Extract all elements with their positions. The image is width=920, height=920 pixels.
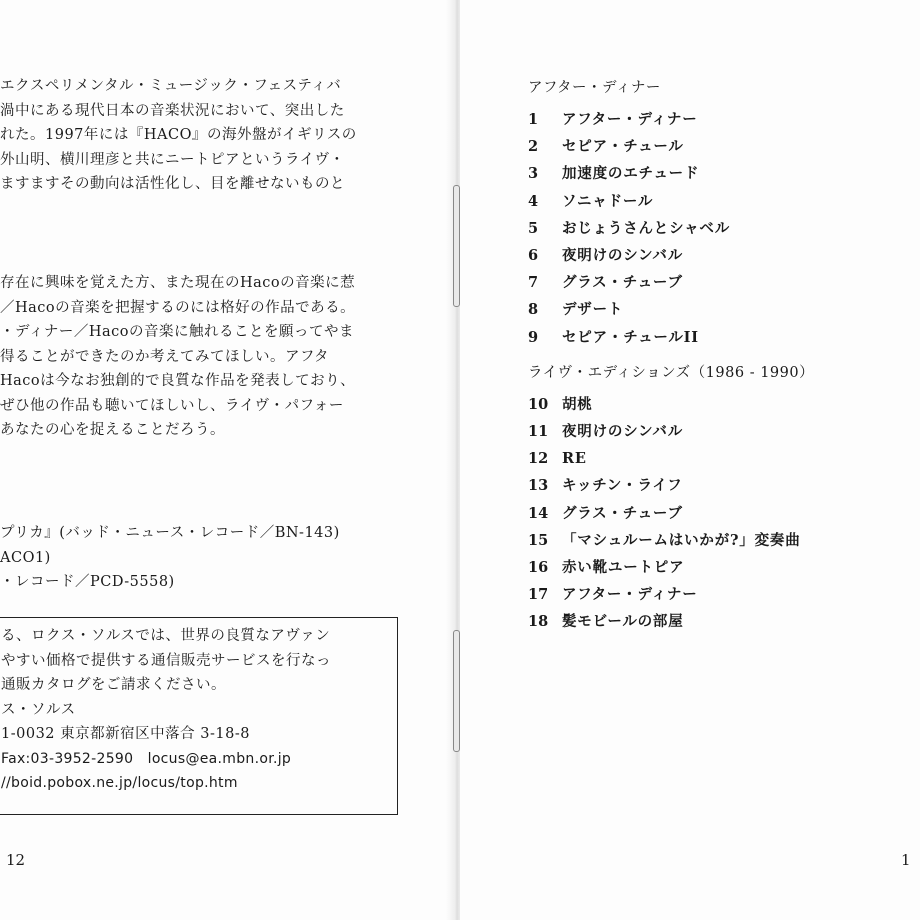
track-row bbox=[528, 296, 908, 323]
track-title: デザート bbox=[562, 301, 624, 319]
discography-item: ACO1) bbox=[0, 549, 51, 566]
track-number: 18 bbox=[528, 613, 549, 631]
track-row bbox=[528, 106, 908, 133]
left-page bbox=[0, 0, 458, 920]
track-number: 12 bbox=[528, 450, 549, 468]
track-number: 11 bbox=[528, 423, 549, 441]
track-row bbox=[528, 188, 908, 215]
track-number: 4 bbox=[528, 192, 539, 210]
track-row bbox=[528, 554, 908, 581]
track-number: 10 bbox=[528, 395, 549, 413]
track-title: アフター・ディナー bbox=[562, 586, 698, 604]
track-row bbox=[528, 242, 908, 269]
page-number-left: 12 bbox=[6, 851, 26, 869]
track-title: 「マシュルームはいかが?」変奏曲 bbox=[562, 531, 801, 549]
track-row bbox=[528, 215, 908, 242]
info-line: やすい価格で提供する通信販売サービスを行なっ bbox=[1, 652, 331, 669]
info-company: ス・ソルス bbox=[1, 701, 76, 718]
text-line: Hacoは今なお独創的で良質な作品を発表しており、 bbox=[0, 373, 356, 389]
track-title: グラス・チューブ bbox=[562, 274, 683, 292]
text-line: ぜひ他の作品も聴いてほしいし、ライヴ・パフォー bbox=[0, 397, 344, 414]
track-row bbox=[528, 472, 908, 499]
track-number: 7 bbox=[528, 274, 539, 292]
text-line: ／Hacoの音楽を把握するのには格好の作品である。 bbox=[0, 299, 356, 316]
essay-paragraph-2 bbox=[0, 271, 420, 443]
section-title: ライヴ・エディションズ（1986 - 1990） bbox=[528, 364, 815, 381]
track-row bbox=[528, 581, 908, 608]
track-title: 加速度のエチュード bbox=[562, 165, 700, 183]
track-row bbox=[528, 445, 908, 472]
track-title: アフター・ディナー bbox=[562, 111, 698, 128]
text-line: ・ディナー／Hacoの音楽に触れることを願ってやま bbox=[0, 324, 354, 340]
track-number: 5 bbox=[528, 219, 539, 237]
text-line: エクスペリメンタル・ミュージック・フェスティバ bbox=[0, 78, 342, 94]
staple-bottom bbox=[453, 630, 460, 752]
track-row bbox=[528, 608, 908, 635]
text-line: 渦中にある現代日本の音楽状況において、突出した bbox=[0, 102, 345, 119]
text-line: 外山明、横川理彦と共にニートピアというライヴ・ bbox=[0, 151, 345, 168]
track-row bbox=[528, 527, 908, 554]
discography-list bbox=[0, 521, 420, 595]
track-title: おじょうさんとシャベル bbox=[562, 219, 731, 237]
page-number-right: 1 bbox=[901, 851, 911, 869]
track-row bbox=[528, 160, 908, 187]
track-title: キッチン・ライフ bbox=[562, 477, 683, 495]
text-line: 得ることができたのか考えてみてほしい。アフタ bbox=[0, 348, 329, 365]
section-title: アフター・ディナー bbox=[528, 80, 661, 96]
track-row bbox=[528, 418, 908, 445]
track-title: 夜明けのシンバル bbox=[562, 247, 684, 265]
track-number: 3 bbox=[528, 165, 539, 183]
staple-top bbox=[453, 185, 460, 307]
info-line: 通販カタログをご請求ください。 bbox=[1, 677, 226, 693]
info-contact: Fax:03-3952-2590 locus@ea.mbn.or.jp bbox=[1, 750, 292, 767]
text-line: れた。1997年には『HACO』の海外盤がイギリスの bbox=[0, 127, 357, 143]
info-line: る、ロクス・ソルスでは、世界の良質なアヴァン bbox=[1, 628, 331, 644]
track-number: 17 bbox=[528, 586, 549, 604]
text-line: ますますその動向は活性化し、目を離せないものと bbox=[0, 176, 345, 192]
info-url: //boid.pobox.ne.jp/locus/top.htm bbox=[1, 775, 238, 791]
track-title: 胡桃 bbox=[562, 395, 593, 413]
text-line: 存在に興味を覚えた方、また現在のHacoの音楽に惹 bbox=[0, 275, 356, 291]
track-number: 6 bbox=[528, 247, 539, 265]
tracklist bbox=[528, 76, 908, 636]
track-number: 16 bbox=[528, 559, 549, 577]
mail-order-info-box bbox=[0, 617, 398, 815]
tracklist-section-1 bbox=[528, 76, 908, 351]
track-title: 夜明けのシンバル bbox=[562, 423, 684, 441]
track-title: 赤い靴ユートピア bbox=[562, 559, 685, 577]
track-number: 15 bbox=[528, 531, 549, 549]
tracklist-section-2 bbox=[528, 361, 908, 636]
track-number: 14 bbox=[528, 504, 549, 522]
track-title: グラス・チューブ bbox=[562, 504, 683, 522]
track-title: ソニャドール bbox=[562, 192, 654, 210]
essay-paragraph-1 bbox=[0, 74, 420, 197]
discography-item: ・レコード／PCD-5558) bbox=[0, 574, 175, 590]
track-title: 髪モビールの部屋 bbox=[562, 613, 684, 631]
track-number: 9 bbox=[528, 328, 539, 346]
track-row bbox=[528, 324, 908, 351]
track-number: 13 bbox=[528, 477, 549, 495]
right-page bbox=[460, 0, 920, 920]
track-title: セピア・チュールII bbox=[562, 328, 699, 346]
track-row bbox=[528, 391, 908, 418]
track-title: RE bbox=[562, 450, 587, 468]
track-row bbox=[528, 269, 908, 296]
track-row bbox=[528, 133, 908, 160]
discography-item: プリカ』(バッド・ニュース・レコード／BN-143) bbox=[0, 525, 340, 541]
track-number: 8 bbox=[528, 301, 539, 319]
track-row bbox=[528, 500, 908, 527]
track-number: 2 bbox=[528, 138, 539, 156]
track-number: 1 bbox=[528, 111, 539, 128]
track-title: セピア・チュール bbox=[562, 138, 684, 156]
info-address: 1-0032 東京都新宿区中落合 3-18-8 bbox=[1, 726, 250, 742]
text-line: あなたの心を捉えることだろう。 bbox=[0, 422, 225, 438]
